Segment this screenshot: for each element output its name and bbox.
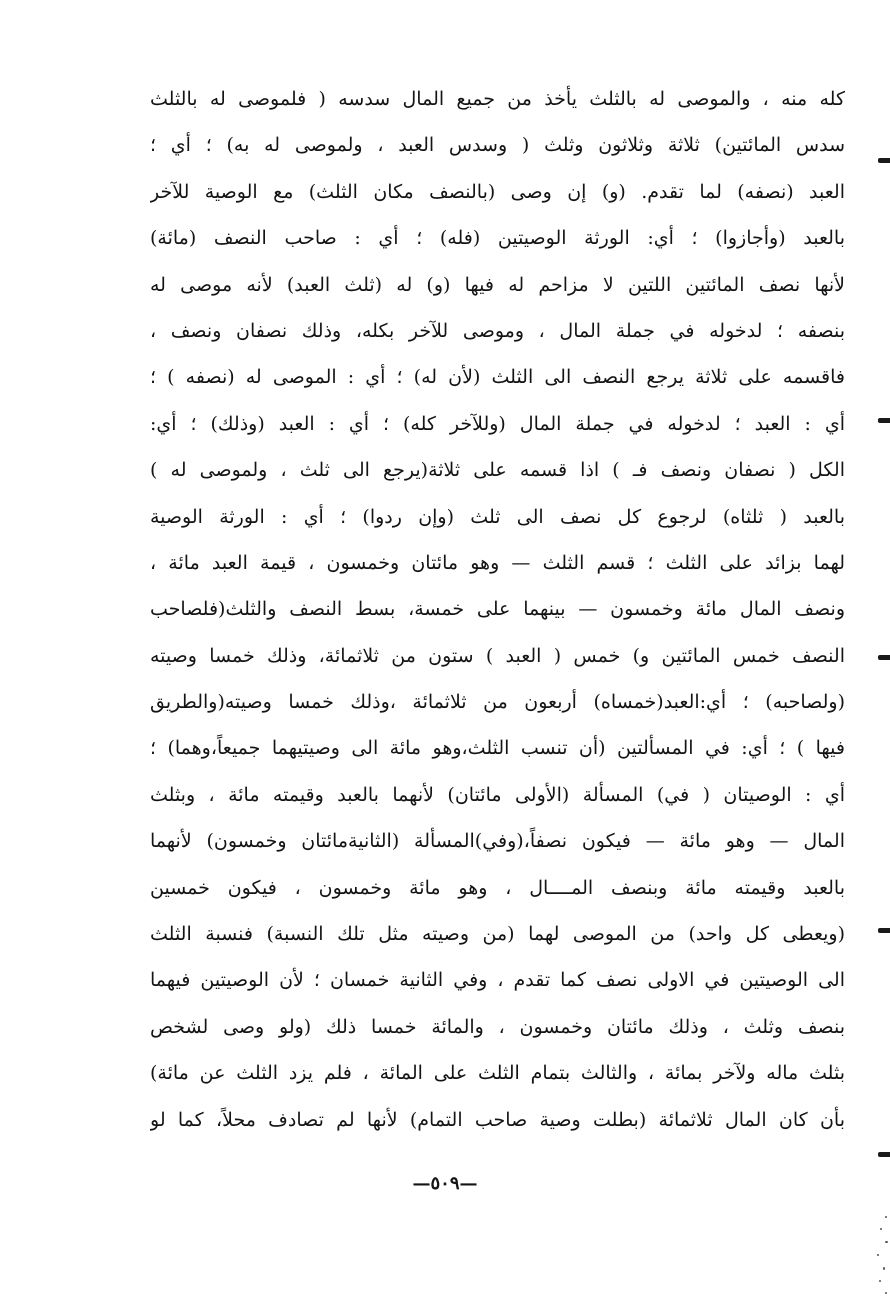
text-line: ونصف المال مائة وخمسون — بينهما على خمسة، بسط النصف والثلث(فلصاحب	[150, 598, 845, 621]
scan-edge-mark	[878, 158, 890, 163]
text-line: النصف خمس المائتين و) خمس ( العبد ) ستون من ثلاثمائة، وذلك خمسا وصيته	[150, 644, 845, 667]
scan-edge-mark	[878, 1152, 890, 1157]
text-line: بأن كان المال ثلاثمائة (بطلت وصية صاحب التمام) لأنها لم تصادف محلاً، كما لو	[150, 1108, 845, 1131]
scan-noise	[872, 1210, 890, 1301]
text-line: أي : العبد ؛ لدخوله في جملة المال (وللآخر كله) ؛ أي : العبد (وذلك) ؛ أي:	[150, 412, 845, 435]
text-line: لأنها نصف المائتين اللتين لا مزاحم له فيها (و) له (ثلث العبد) لأنه موصى له	[150, 273, 845, 296]
text-line: بنصف وثلث ، وذلك مائتان وخمسون ، والمائة خمسا ذلك (ولو وصى لشخص	[150, 1015, 845, 1038]
text-line: (ويعطى كل واحد) من الموصى لهما (من وصيته مثل تلك النسبة) فنسبة الثلث	[150, 923, 845, 946]
text-line: بنصفه ؛ لدخوله في جملة المال ، وموصى للآخر بكله، وذلك نصفان ونصف ،	[150, 319, 845, 342]
scan-edge-mark	[878, 928, 890, 933]
text-line: فيها ) ؛ أي: في المسألتين (أن تنسب الثلث،وهو مائة الى وصيتيهما جميعاً،وهما) ؛	[150, 737, 845, 760]
text-line: (ولصاحبه) ؛ أي:العبد(خمساه) أربعون من ثلاثمائة ،وذلك خمسا وصيته(والطريق	[150, 691, 845, 714]
text-line: أي : الوصيتان ( في) المسألة (الأولى مائتان) لأنهما بالعبد وقيمته مائة ، وبثلث	[150, 783, 845, 806]
body-text	[150, 76, 845, 1143]
text-line: الى الوصيتين في الاولى نصف كما تقدم ، وفي الثانية خمسان ؛ لأن الوصيتين فيهما	[150, 969, 845, 992]
text-line: بالعبد وقيمته مائة وبنصف المــــال ، وهو مائة وخمسون ، فيكون خمسين	[150, 876, 845, 899]
scan-edge-mark	[878, 418, 890, 423]
text-line: بثلث ماله ولآخر بمائة ، والثالث بتمام الثلث على المائة ، فلم يزد الثلث عن مائة)	[150, 1062, 845, 1085]
scan-edge-mark	[878, 655, 890, 660]
text-line: بالعبد (وأجازوا) ؛ أي: الورثة الوصيتين (فله) ؛ أي : صاحب النصف (مائة)	[150, 227, 845, 250]
page-number: —٥٠٩—	[412, 1173, 478, 1194]
text-line: سدس المائتين) ثلاثة وثلاثون وثلث ( وسدس العبد ، ولموصى له به) ؛ أي ؛	[150, 134, 845, 157]
text-line: الكل ( نصفان ونصف فـ ) اذا قسمه على ثلاثة(يرجع الى ثلث ، ولموصى له )	[150, 459, 845, 482]
text-line: لهما بزائد على الثلث ؛ قسم الثلث — وهو مائتان وخمسون ، قيمة العبد مائة ،	[150, 551, 845, 574]
text-line: العبد (نصفه) لما تقدم. (و) إن وصى (بالنصف مكان الثلث) مع الوصية للآخر	[150, 180, 845, 203]
text-line: بالعبد ( ثلثاه) لرجوع كل نصف الى ثلث (وإن ردوا) ؛ أي : الورثة الوصية	[150, 505, 845, 528]
text-line: المال — وهو مائة — فيكون نصفاً،(وفي)المسألة (الثانيةمائتان وخمسون) لأنهما	[150, 830, 845, 853]
text-line: فاقسمه على ثلاثة يرجع النصف الى الثلث (لأن له) ؛ أي : الموصى له (نصفه ) ؛	[150, 366, 845, 389]
text-line: كله منه ، والموصى له بالثلث يأخذ من جميع المال سدسه ( فلموصى له بالثلث	[150, 88, 845, 110]
